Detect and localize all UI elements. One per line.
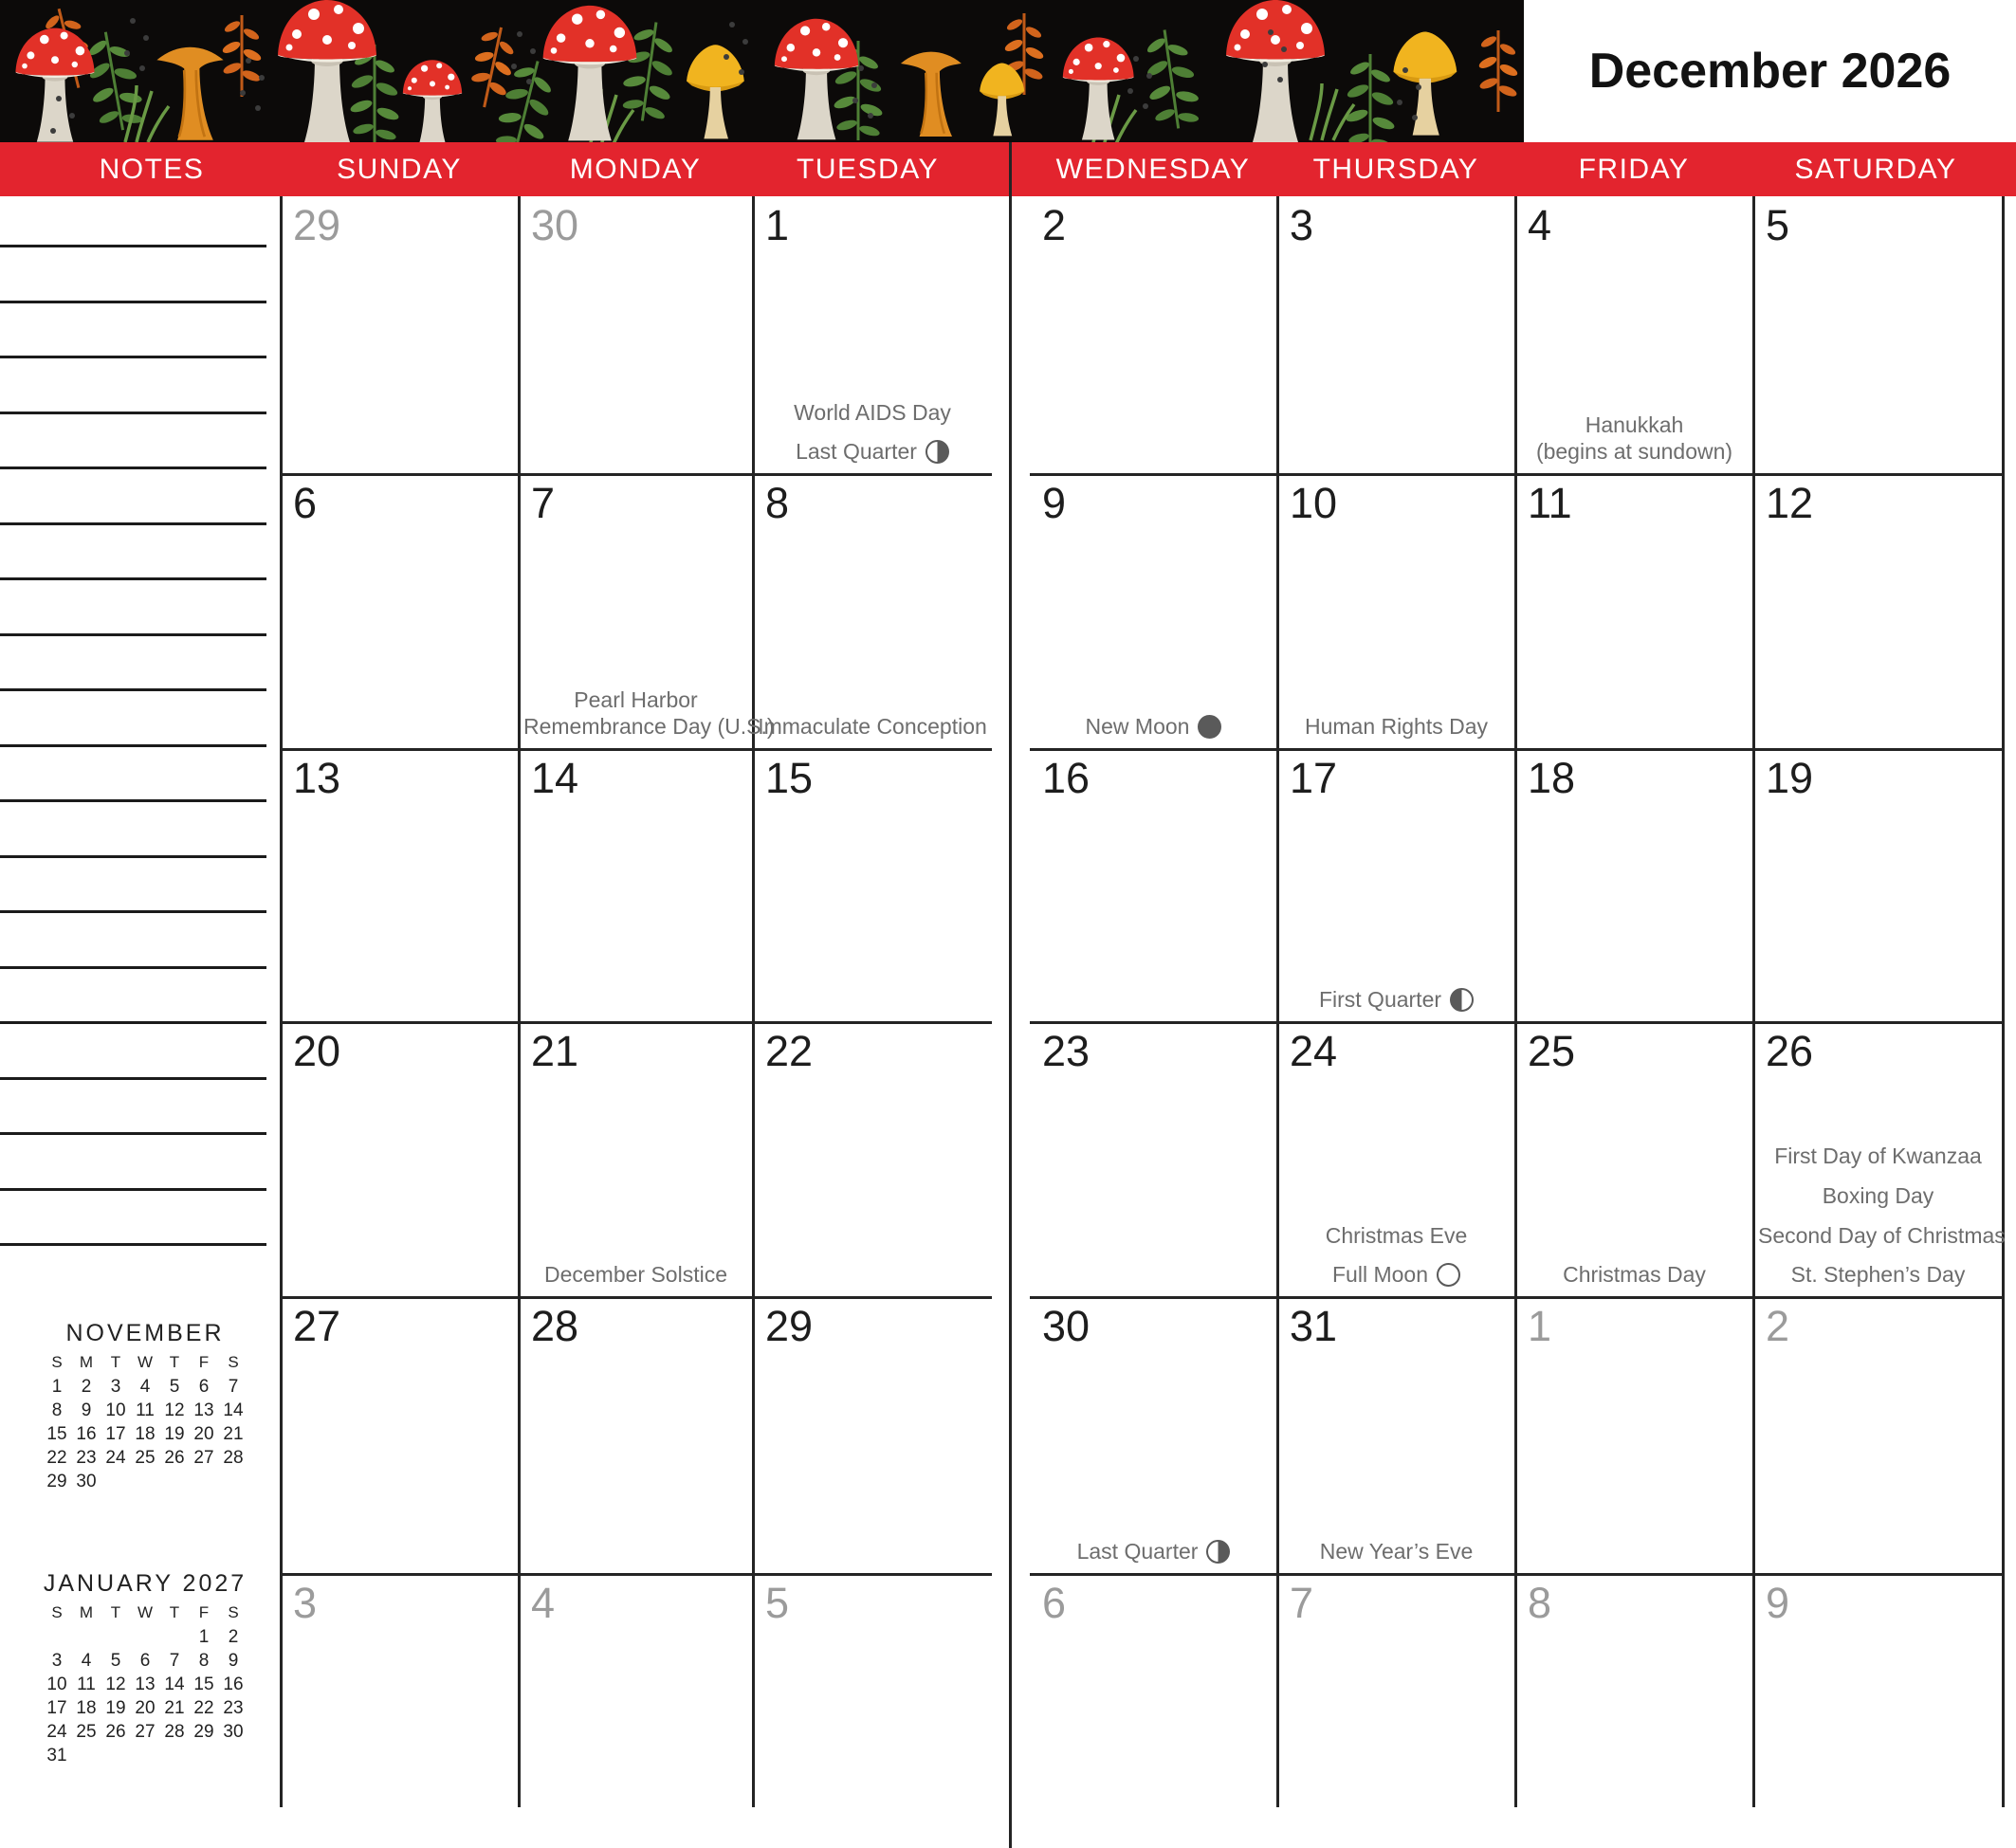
day-number: 29 [293,201,341,249]
note-line [0,577,266,580]
day-number: 23 [1042,1027,1090,1075]
mini-cal-day: 3 [51,1651,63,1671]
day-cell [1277,1297,1515,1574]
day-number: 28 [531,1302,579,1350]
day-number: 9 [1042,479,1067,527]
event [758,438,987,466]
weekday-header-bar [0,142,2016,196]
event-line [1520,1261,1749,1289]
event-label: New Moon [1085,714,1190,740]
day-cell [1753,1022,2006,1297]
day-cell [519,1574,753,1807]
event [1035,713,1273,741]
mini-cal-day: 2 [81,1377,92,1397]
event [1282,1222,1511,1250]
day-number: 4 [531,1579,556,1627]
mini-cal-day: 20 [193,1424,214,1444]
event-label: First Day of Kwanzaa [1774,1144,1982,1168]
day-cell [1753,1574,2003,1807]
new-moon-icon [1198,715,1221,739]
banner [0,0,1524,142]
mini-cal-day: 17 [46,1698,67,1718]
day-cell [519,1022,753,1297]
mini-calendar-january [42,1570,248,1767]
event [1282,1538,1511,1565]
day-number: 8 [1528,1579,1552,1627]
day-events [1282,986,1511,1014]
day-number: 14 [531,754,579,802]
mini-cal-weekday: S [51,1603,63,1621]
day-number: 7 [531,479,556,527]
day-events [1282,1538,1511,1565]
event-label: Full Moon [1332,1262,1428,1288]
mini-cal-day: 14 [223,1400,244,1420]
day-events [1520,412,1749,467]
note-line [0,1132,266,1135]
day-cell [1753,474,2003,749]
mini-cal-day [72,1625,101,1649]
day-events [523,1261,748,1289]
center-divider [1009,142,1012,1848]
mini-cal-day: 8 [198,1651,210,1671]
mini-cal-day: 29 [46,1472,67,1491]
day-events [1758,1143,2006,1289]
mini-cal-weekday: T [169,1353,180,1371]
mini-cal-day: 31 [46,1746,67,1766]
day-cell [281,1574,519,1807]
day-number: 1 [1528,1302,1552,1350]
mini-cal-day [160,1470,190,1493]
mini-cal-day: 23 [76,1448,97,1468]
first-quarter-moon-icon [1450,988,1474,1012]
mini-cal-day: 9 [81,1400,92,1420]
day-number: 5 [1766,201,1790,249]
day-number: 17 [1290,754,1338,802]
day-number: 31 [1290,1302,1338,1350]
mini-cal-day: 7 [228,1377,239,1397]
event-label: Boxing Day [1822,1182,1934,1208]
event-label: Second Day of Christmas [1758,1222,2006,1248]
note-line [0,245,266,247]
mini-cal-weekday: M [79,1353,94,1371]
mini-cal-day: 15 [46,1424,67,1444]
day-cell [281,1297,519,1574]
event-line [1520,438,1749,466]
day-events [1035,713,1273,741]
mini-cal-day: 4 [81,1651,92,1671]
day-events [758,713,987,741]
note-line [0,522,266,525]
last-quarter-moon-icon [1206,1540,1230,1564]
mini-cal-day: 27 [193,1448,214,1468]
note-line [0,1188,266,1191]
event-label: Christmas Day [1563,1262,1706,1288]
header-label-monday: MONDAY [569,153,702,185]
event-line [758,399,987,427]
mini-cal-day: 16 [76,1424,97,1444]
day-events [1520,1261,1749,1289]
event [1758,1222,2006,1250]
event-label: (begins at sundown) [1535,439,1733,465]
note-line [0,855,266,858]
mini-cal-day [190,1744,219,1767]
day-number: 21 [531,1027,579,1075]
day-cell [519,749,753,1022]
note-line [0,1077,266,1080]
mini-cal-day: 20 [135,1698,156,1718]
mini-cal-day: 30 [76,1472,97,1491]
note-line [0,301,266,303]
event [1758,1182,1998,1210]
event [758,399,987,427]
day-number: 15 [765,754,814,802]
mini-cal-day: 22 [46,1448,67,1468]
mini-cal-day: 26 [105,1722,126,1742]
mini-cal-weekday: W [137,1603,154,1621]
mini-cal-day: 21 [223,1424,244,1444]
mini-cal-day [219,1470,248,1493]
mini-cal-weekday: S [51,1353,63,1371]
mini-cal-day: 24 [46,1722,67,1742]
day-number: 16 [1042,754,1090,802]
title-area [1524,0,2016,142]
day-number: 12 [1766,479,1814,527]
day-cell [519,196,753,474]
day-cell [1030,1574,1277,1807]
mini-calendar-title: NOVEMBER [65,1320,225,1346]
mini-cal-day: 4 [139,1377,151,1397]
mini-cal-day: 18 [135,1424,156,1444]
event-line [1282,1261,1511,1289]
event-line [758,713,987,741]
event [1520,412,1749,467]
day-cell [1753,196,2003,474]
day-cell [1030,474,1277,749]
note-line [0,744,266,747]
mini-cal-day: 10 [46,1674,67,1694]
header-label-saturday: SATURDAY [1794,153,1957,185]
note-line [0,412,266,414]
note-line [0,910,266,913]
mini-cal-day: 2 [228,1627,239,1647]
event-label: World AIDS Day [794,399,951,425]
day-cell [1030,1297,1277,1574]
day-cell [1515,474,1753,749]
day-cell [1753,749,2003,1022]
day-events [1282,1222,1511,1290]
mini-cal-weekday: F [198,1603,210,1621]
mini-cal-day: 27 [135,1722,156,1742]
day-cell [1515,749,1753,1022]
mini-cal-day: 11 [77,1674,96,1694]
mini-cal-weekday: M [79,1603,94,1621]
event [1282,713,1511,741]
day-cell [1515,1022,1753,1297]
mini-cal-day: 3 [110,1377,121,1397]
event [1282,986,1511,1014]
day-number: 25 [1528,1027,1576,1075]
day-number: 7 [1290,1579,1314,1627]
day-cell [1277,474,1515,749]
day-cell [1030,749,1277,1022]
mini-cal-day: 15 [193,1674,214,1694]
event-label: Immaculate Conception [758,714,987,740]
event-label: Pearl Harbor [574,686,698,712]
mini-cal-day: 25 [135,1448,156,1468]
day-number: 19 [1766,754,1814,802]
page-title: December 2026 [1588,44,1952,99]
mini-cal-day: 30 [223,1722,244,1742]
event-line [523,686,748,714]
mini-cal-day: 9 [228,1651,239,1671]
mini-cal-day: 1 [51,1377,63,1397]
event-label: St. Stephen’s Day [1790,1262,1966,1288]
day-number: 24 [1290,1027,1338,1075]
header-label-friday: FRIDAY [1578,153,1690,185]
event [1035,1538,1273,1565]
mini-cal-day: 12 [164,1400,185,1420]
event [1758,1261,1998,1289]
mini-cal-day: 12 [105,1674,126,1694]
mini-cal-day: 6 [198,1377,210,1397]
day-number: 29 [765,1302,814,1350]
header-label-wednesday: WEDNESDAY [1055,153,1251,185]
day-number: 2 [1766,1302,1790,1350]
mini-cal-day: 5 [110,1651,121,1671]
event-line [758,438,987,466]
day-number: 13 [293,754,341,802]
mini-cal-day: 19 [164,1424,185,1444]
day-cell [1753,1297,2003,1574]
event-line [1282,986,1511,1014]
event-label: Human Rights Day [1304,714,1489,740]
mini-cal-day: 14 [164,1674,185,1694]
event-line [1758,1182,1998,1210]
day-number: 5 [765,1579,790,1627]
day-number: 10 [1290,479,1338,527]
mini-cal-day [72,1744,101,1767]
day-cell [1277,1022,1515,1297]
day-cell [281,749,519,1022]
mini-cal-day [219,1744,248,1767]
event-line [1282,713,1511,741]
mini-cal-day [131,1470,160,1493]
event [1520,1261,1749,1289]
mini-cal-day [160,1744,190,1767]
day-number: 8 [765,479,790,527]
day-cell [753,196,992,474]
day-number: 1 [765,201,790,249]
note-line [0,356,266,358]
header-label-tuesday: TUESDAY [797,153,939,185]
event-line [523,713,775,741]
mini-cal-day: 25 [76,1722,97,1742]
mini-calendar-grid [42,1601,248,1767]
note-line [0,1021,266,1024]
mini-cal-day: 11 [136,1400,155,1420]
event [523,1261,748,1289]
mini-cal-weekday: T [110,1603,121,1621]
mini-cal-day [190,1470,219,1493]
day-events [1282,713,1511,741]
day-cell [281,196,519,474]
mini-cal-day [131,1744,160,1767]
event-label: Remembrance Day (U.S.) [523,714,775,740]
event-line [1282,1538,1511,1565]
event-line [1520,412,1749,439]
note-line [0,633,266,636]
last-quarter-moon-icon [926,440,949,464]
day-events [758,399,987,467]
day-cell [753,474,992,749]
event-line [1035,1538,1273,1565]
event-line [1758,1143,1998,1170]
mini-cal-day: 13 [193,1400,214,1420]
header-label-sunday: SUNDAY [337,153,462,185]
event [758,713,987,741]
mini-calendar-title: JANUARY 2027 [43,1570,247,1597]
mini-cal-day [101,1470,131,1493]
mini-cal-day: 19 [105,1698,126,1718]
mini-cal-weekday: T [169,1603,180,1621]
mini-cal-day: 7 [169,1651,180,1671]
mini-cal-day: 29 [193,1722,214,1742]
day-number: 6 [293,479,318,527]
day-number: 22 [765,1027,814,1075]
day-cell [519,1297,753,1574]
day-cell [753,1297,992,1574]
mini-cal-day [160,1625,190,1649]
mini-cal-day: 10 [105,1400,126,1420]
day-cell [1030,196,1277,474]
day-cell [1515,1297,1753,1574]
day-number: 11 [1528,479,1572,527]
event-label: Last Quarter [1076,1539,1199,1564]
event [1282,1261,1511,1289]
event-line [1282,1222,1511,1250]
note-line [0,688,266,691]
note-line [0,966,266,969]
event-line [1035,713,1273,741]
mini-cal-day: 13 [135,1674,156,1694]
mini-cal-day: 24 [105,1448,126,1468]
mini-cal-day: 18 [76,1698,97,1718]
mini-cal-day: 1 [198,1627,210,1647]
mini-cal-day: 28 [223,1448,244,1468]
day-number: 18 [1528,754,1576,802]
day-number: 30 [531,201,579,249]
day-cell [1277,196,1515,474]
event-label: December Solstice [543,1262,728,1288]
mini-cal-day: 8 [51,1400,63,1420]
day-number: 20 [293,1027,341,1075]
event-line [1758,1261,1998,1289]
mini-cal-day [131,1625,160,1649]
day-number: 4 [1528,201,1552,249]
day-cell [753,1022,992,1297]
mini-cal-day [101,1625,131,1649]
event [523,686,775,741]
event-line [1758,1222,2006,1250]
mushroom-banner-art [0,0,1524,142]
header-label-thursday: THURSDAY [1312,153,1479,185]
event-label: Last Quarter [796,439,917,465]
event-label: New Year’s Eve [1319,1539,1474,1564]
mini-cal-day: 23 [223,1698,244,1718]
day-cell [281,474,519,749]
day-cell [1030,1022,1277,1297]
full-moon-icon [1437,1263,1460,1287]
note-line [0,467,266,469]
day-number: 9 [1766,1579,1790,1627]
day-number: 3 [293,1579,318,1627]
header-label-notes: NOTES [99,153,205,185]
day-cell [753,1574,992,1807]
event-label: First Quarter [1318,987,1442,1013]
mini-cal-day: 5 [169,1377,180,1397]
event-line [523,1261,748,1289]
day-number: 27 [293,1302,341,1350]
day-number: 6 [1042,1579,1067,1627]
day-events [523,686,775,741]
mini-cal-day: 6 [139,1651,151,1671]
mini-cal-day: 17 [105,1424,126,1444]
day-cell [281,1022,519,1297]
day-cell [1515,196,1753,474]
day-cell [519,474,775,749]
event-label: Christmas Eve [1325,1222,1468,1248]
day-cell [1515,1574,1753,1807]
mini-cal-day: 16 [223,1674,244,1694]
mini-cal-day: 26 [164,1448,185,1468]
mini-cal-weekday: F [198,1353,210,1371]
mini-cal-day: 22 [193,1698,214,1718]
event-label: Hanukkah [1585,412,1684,437]
mini-cal-weekday: S [228,1353,239,1371]
day-events [1035,1538,1273,1565]
day-number: 30 [1042,1302,1090,1350]
mini-cal-weekday: W [137,1353,154,1371]
note-line [0,1243,266,1246]
mini-cal-day: 21 [164,1698,185,1718]
mini-cal-day: 28 [164,1722,185,1742]
event [1758,1143,1998,1170]
day-cell [1277,1574,1515,1807]
mini-cal-day [43,1625,72,1649]
mini-calendar-grid [42,1350,248,1493]
mini-cal-weekday: T [110,1353,121,1371]
day-number: 2 [1042,201,1067,249]
mini-cal-weekday: S [228,1603,239,1621]
day-cell [1277,749,1515,1022]
mini-cal-day [101,1744,131,1767]
day-number: 26 [1766,1027,1814,1075]
day-cell [753,749,992,1022]
mini-calendar-november [42,1320,248,1493]
note-line [0,799,266,802]
day-number: 3 [1290,201,1314,249]
